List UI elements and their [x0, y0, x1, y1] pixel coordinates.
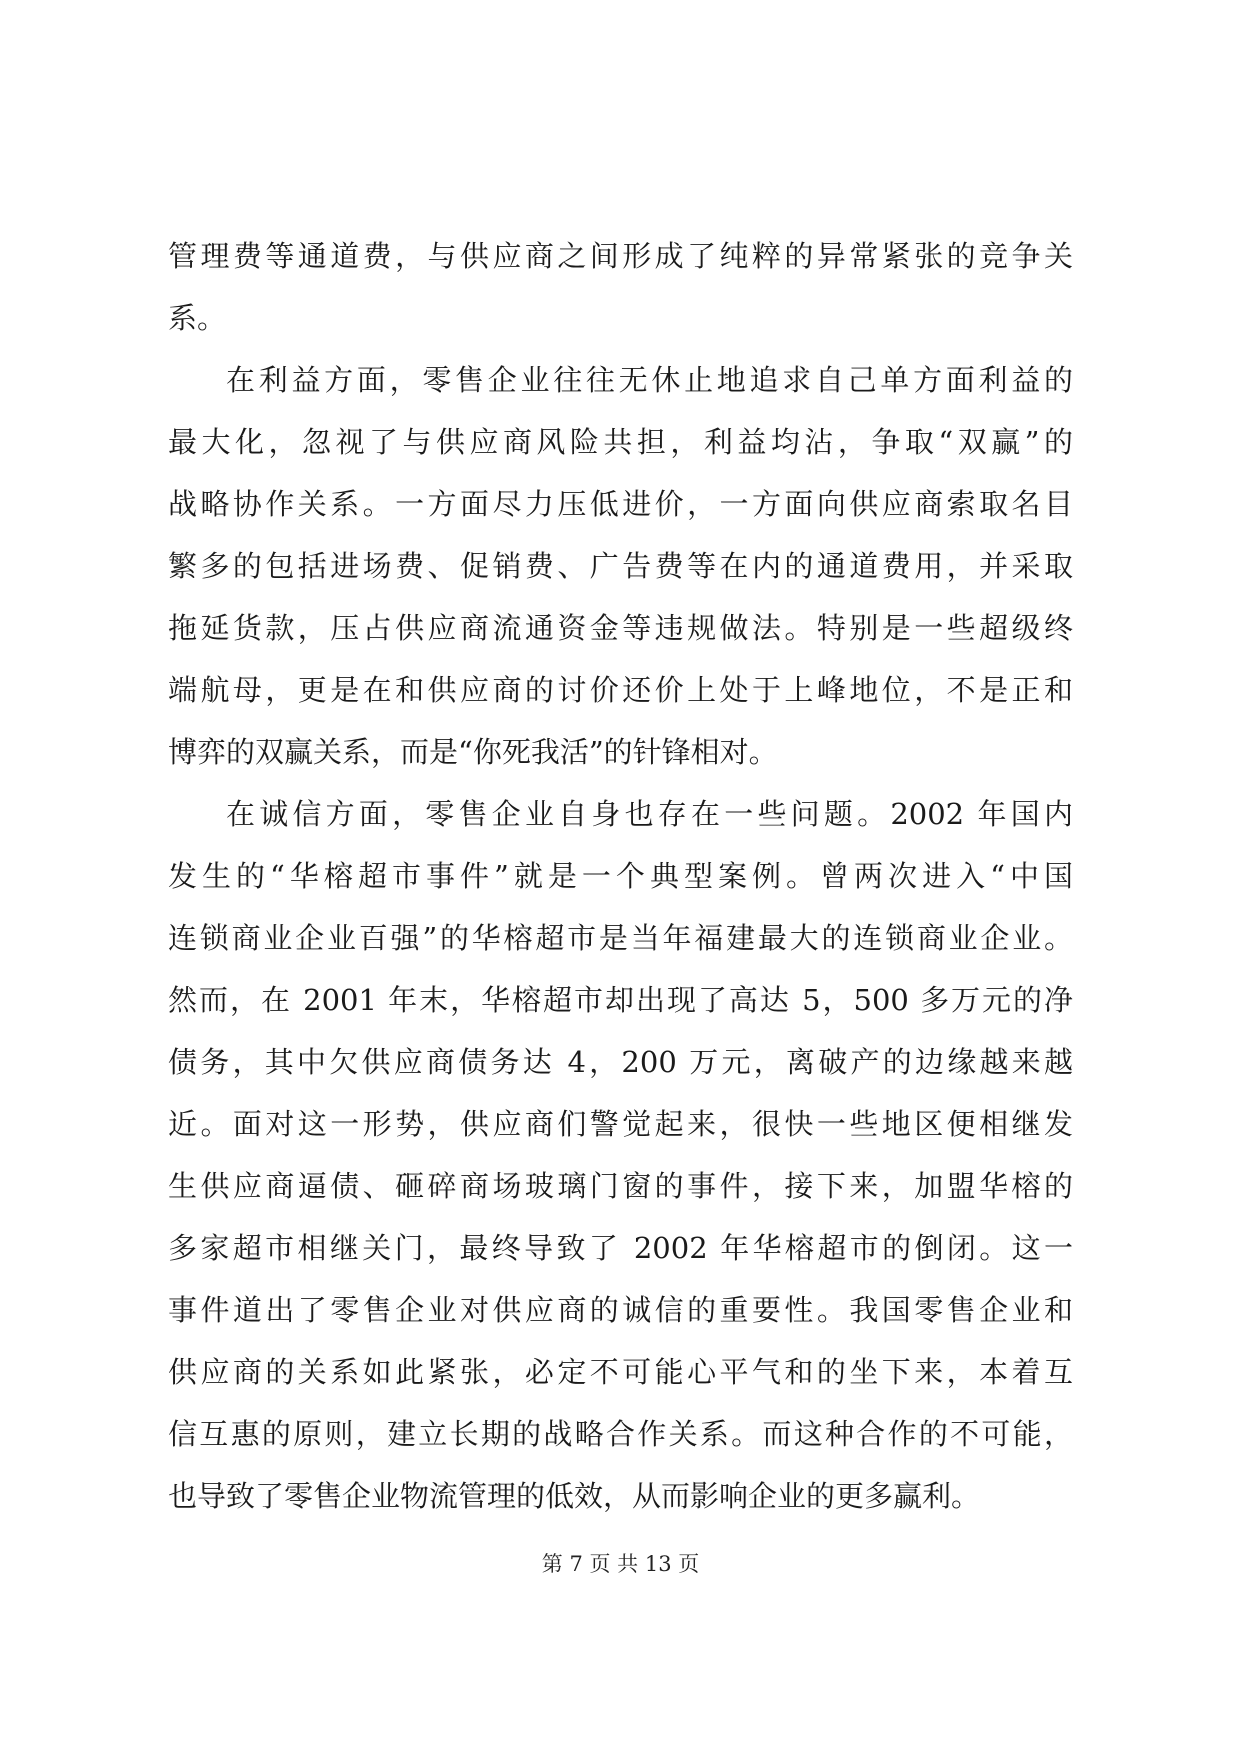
text-line: 最大化，忽视了与供应商风险共担，利益均沾，争取“双赢”的	[168, 425, 1073, 459]
text-line: 债务，其中欠供应商债务达 4，200 万元，离破产的边缘越来越	[168, 1045, 1073, 1079]
text-line: 信互惠的原则，建立长期的战略合作关系。而这种合作的不可能，	[168, 1417, 1073, 1451]
text-line: 战略协作关系。一方面尽力压低进价，一方面向供应商索取名目	[168, 487, 1073, 521]
text-line: 管理费等通道费，与供应商之间形成了纯粹的异常紧张的竞争关	[168, 239, 1073, 273]
text-line: 系。	[168, 301, 227, 335]
text-line: 近。面对这一形势，供应商们警觉起来，很快一些地区便相继发	[168, 1107, 1073, 1141]
text-line: 繁多的包括进场费、促销费、广告费等在内的通道费用，并采取	[168, 549, 1073, 583]
text-line: 生供应商逼债、砸碎商场玻璃门窗的事件，接下来，加盟华榕的	[168, 1169, 1073, 1203]
text-line: 端航母，更是在和供应商的讨价还价上处于上峰地位，不是正和	[168, 673, 1073, 707]
text-line: 事件道出了零售企业对供应商的诚信的重要性。我国零售企业和	[168, 1293, 1073, 1327]
text-line: 拖延货款，压占供应商流通资金等违规做法。特别是一些超级终	[168, 611, 1073, 645]
paragraph-first-line: 在利益方面，零售企业往往无休止地追求自己单方面利益的	[226, 363, 1073, 397]
paragraph-first-line: 在诚信方面，零售企业自身也存在一些问题。2002 年国内	[226, 797, 1073, 831]
text-line: 然而，在 2001 年末，华榕超市却出现了高达 5，500 多万元的净	[168, 983, 1073, 1017]
text-line: 多家超市相继关门，最终导致了 2002 年华榕超市的倒闭。这一	[168, 1231, 1073, 1265]
text-line: 也导致了零售企业物流管理的低效，从而影响企业的更多赢利。	[168, 1479, 981, 1513]
page-number-footer: 第 7 页 共 13 页	[541, 1552, 700, 1576]
text-line: 连锁商业企业百强”的华榕超市是当年福建最大的连锁商业企业。	[168, 921, 1073, 955]
text-line: 发生的“华榕超市事件”就是一个典型案例。曾两次进入“中国	[168, 859, 1073, 893]
text-line: 博弈的双赢关系，而是“你死我活”的针锋相对。	[168, 735, 778, 769]
text-line: 供应商的关系如此紧张，必定不可能心平气和的坐下来，本着互	[168, 1355, 1073, 1389]
body-text	[168, 225, 1073, 1527]
